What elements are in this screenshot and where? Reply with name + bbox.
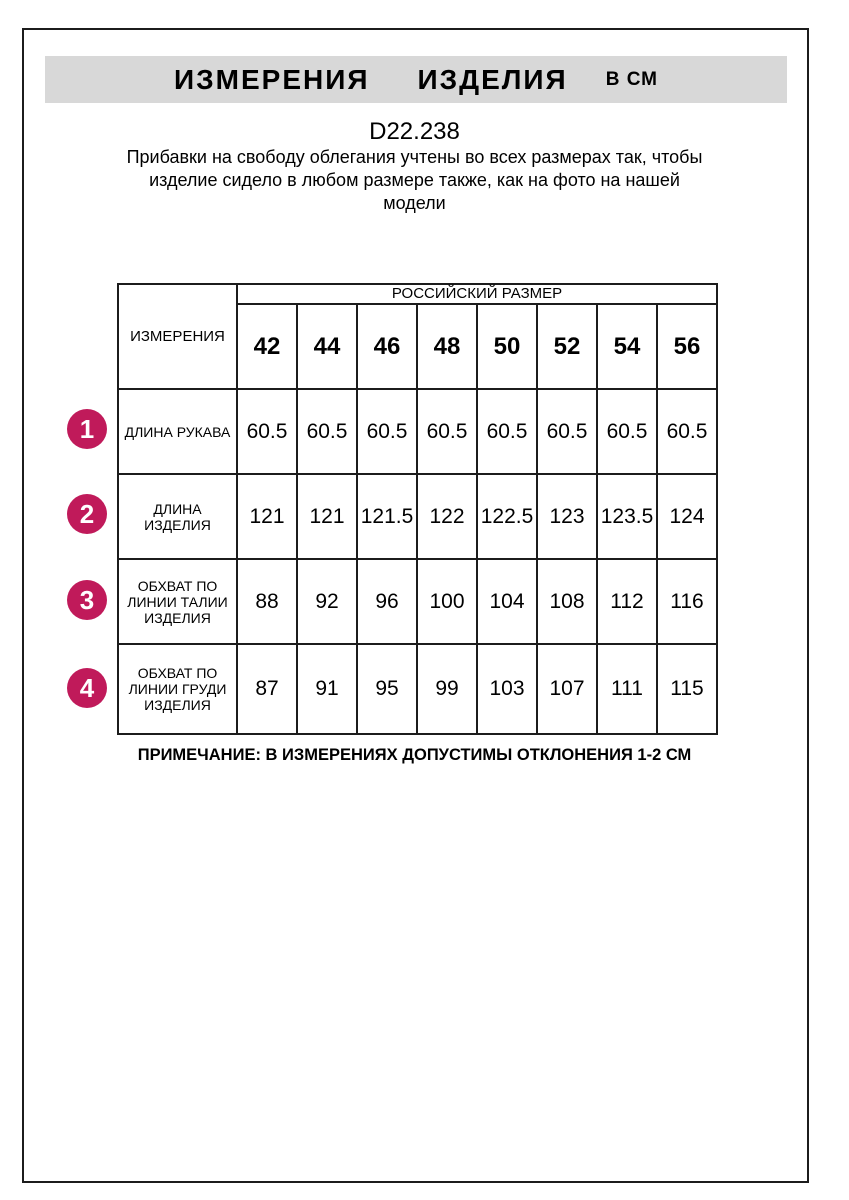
row-label-line: ЛИНИИ ГРУДИ xyxy=(128,681,227,697)
table-row-waist-girth xyxy=(118,559,717,644)
table-group-header: РОССИЙСКИЙ РАЗМЕР xyxy=(237,284,717,304)
table-group-header-row xyxy=(118,284,717,304)
table-cell: 88 xyxy=(237,559,297,644)
table-cell: 116 xyxy=(657,559,717,644)
table-cell: 60.5 xyxy=(537,389,597,474)
table-cell: 60.5 xyxy=(417,389,477,474)
table-cell: 96 xyxy=(357,559,417,644)
row-label-waist-girth xyxy=(118,559,237,644)
table-cell: 121 xyxy=(237,474,297,559)
size-header-54: 54 xyxy=(597,304,657,389)
row-label-garment-length xyxy=(118,474,237,559)
table-cell: 99 xyxy=(417,644,477,734)
table-cell: 87 xyxy=(237,644,297,734)
row-label-line: ИЗДЕЛИЯ xyxy=(144,609,211,626)
row-label-line: ИЗДЕЛИЯ xyxy=(144,516,211,533)
table-cell: 121 xyxy=(297,474,357,559)
table-cell: 60.5 xyxy=(357,389,417,474)
row-label-line: ИЗДЕЛИЯ xyxy=(144,697,211,713)
row-label-line: ДЛИНА РУКАВА xyxy=(124,423,231,440)
intro-line-2: изделие сидело в любом размере также, как на фото на нашей xyxy=(149,170,680,190)
header-title-bold: ИЗДЕЛИЯ xyxy=(417,63,568,95)
table-cell: 121.5 xyxy=(357,474,417,559)
table-cell: 122.5 xyxy=(477,474,537,559)
header-units: В СМ xyxy=(605,68,658,90)
table-cell: 60.5 xyxy=(297,389,357,474)
size-table xyxy=(117,283,718,735)
table-cell: 111 xyxy=(597,644,657,734)
table-row-chest-girth xyxy=(118,644,717,734)
table-cell: 91 xyxy=(297,644,357,734)
size-header-44: 44 xyxy=(297,304,357,389)
table-cell: 103 xyxy=(477,644,537,734)
intro-line-1: Прибавки на свободу облегания учтены во всех размерах так, чтобы xyxy=(126,147,703,167)
table-cell: 108 xyxy=(537,559,597,644)
size-header-46: 46 xyxy=(357,304,417,389)
table-cell: 123 xyxy=(537,474,597,559)
table-cell: 107 xyxy=(537,644,597,734)
note-text: ПРИМЕЧАНИЕ: В ИЗМЕРЕНИЯХ ДОПУСТИМЫ ОТКЛОНЕНИЯ 1-2 СМ xyxy=(137,746,692,764)
row-label-chest-girth xyxy=(118,644,237,734)
table-corner-label: ИЗМЕРЕНИЯ xyxy=(118,284,237,389)
table-cell: 95 xyxy=(357,644,417,734)
size-header-56: 56 xyxy=(657,304,717,389)
size-header-52: 52 xyxy=(537,304,597,389)
table-cell: 123.5 xyxy=(597,474,657,559)
size-header-42: 42 xyxy=(237,304,297,389)
table-row-garment-length xyxy=(118,474,717,559)
row-label-line: ЛИНИИ ТАЛИИ xyxy=(127,593,228,610)
table-cell: 60.5 xyxy=(597,389,657,474)
row-number-badge-3: 3 xyxy=(67,580,107,620)
table-cell: 60.5 xyxy=(237,389,297,474)
table-cell: 124 xyxy=(657,474,717,559)
table-cell: 60.5 xyxy=(477,389,537,474)
table-cell: 92 xyxy=(297,559,357,644)
header-title-regular: ИЗМЕРЕНИЯ xyxy=(174,63,370,95)
table-cell: 60.5 xyxy=(657,389,717,474)
intro-paragraph xyxy=(22,146,807,215)
row-label-line: ДЛИНА xyxy=(153,500,202,517)
row-number-badge-4: 4 xyxy=(67,668,107,708)
table-row-sleeve-length xyxy=(118,389,717,474)
product-code: D22.238 xyxy=(369,118,460,145)
row-label-line: ОБХВАТ ПО xyxy=(137,665,218,681)
table-cell: 122 xyxy=(417,474,477,559)
header-bar xyxy=(45,56,787,103)
table-cell: 100 xyxy=(417,559,477,644)
row-number-badge-2: 2 xyxy=(67,494,107,534)
intro-line-3: модели xyxy=(383,193,446,213)
table-cell: 112 xyxy=(597,559,657,644)
row-label-line: ОБХВАТ ПО xyxy=(137,577,218,594)
table-cell: 104 xyxy=(477,559,537,644)
size-header-50: 50 xyxy=(477,304,537,389)
size-header-48: 48 xyxy=(417,304,477,389)
row-label-sleeve-length xyxy=(118,389,237,474)
row-number-badge-1: 1 xyxy=(67,409,107,449)
table-cell: 115 xyxy=(657,644,717,734)
